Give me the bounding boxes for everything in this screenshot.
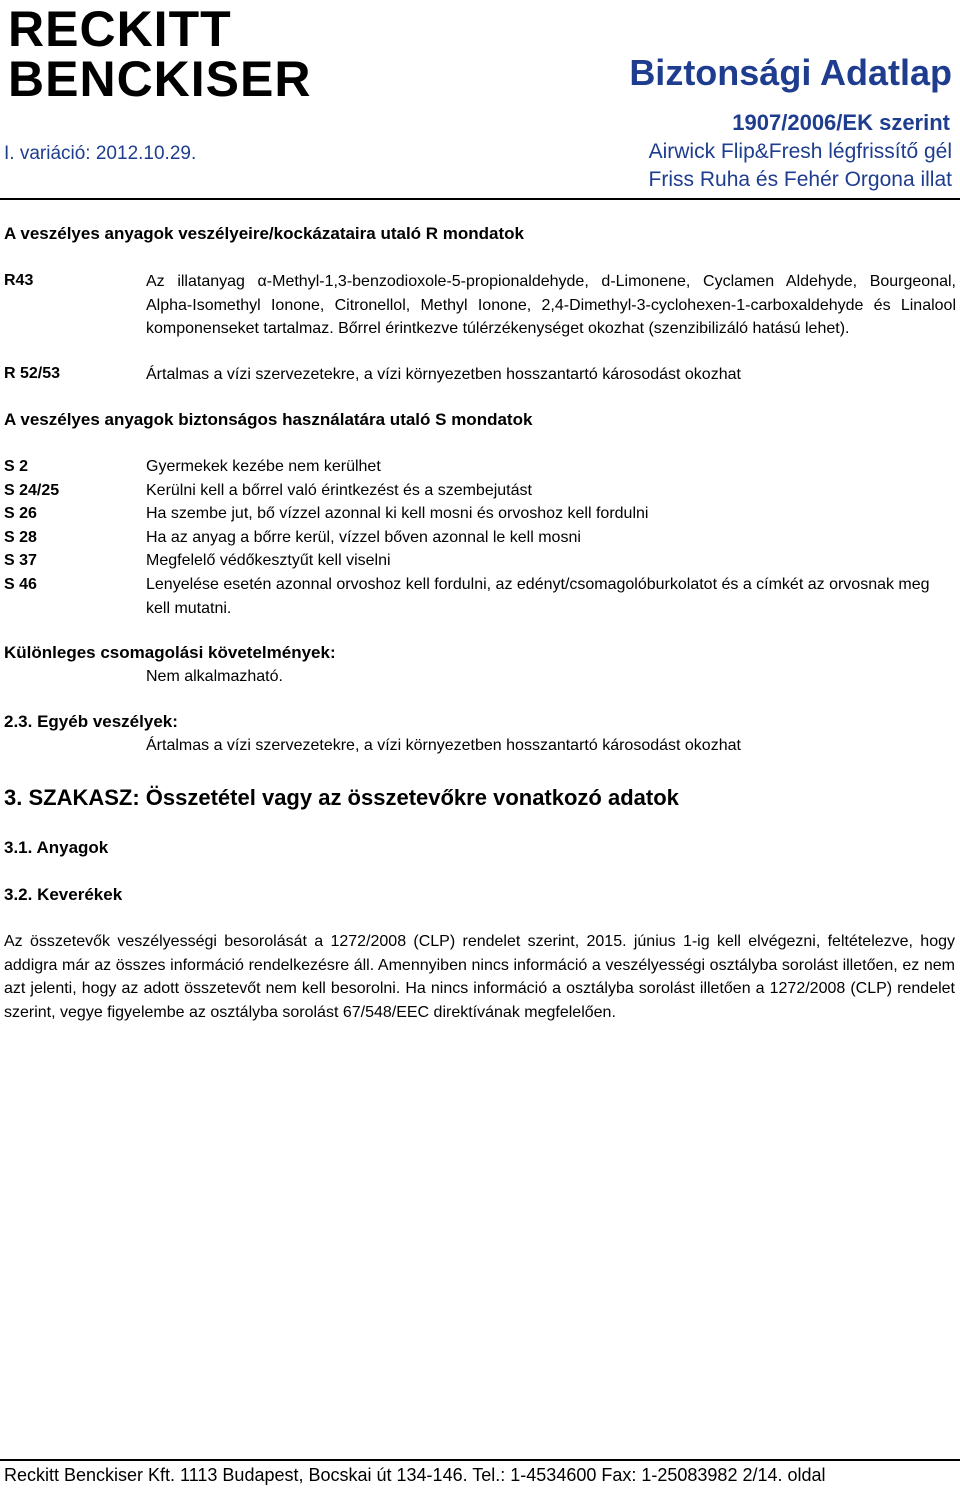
r-text: Az illatanyag α-Methyl-1,3-benzodioxole-5-propionaldehyde, d-Limonene, Cyclamen Aldehyde, Bourgeonal, Alpha-Isomethyl Ionone, Citronellol, Methyl Ionone, 2,4-Dimethyl-3-cyclohexen-1-carboxaldehyde és Linalool komponenseket tartalmaz. Bőrrel érintkezve túlérzékenységet okozhat (szenzibilizáló hatású lehet). (146, 273, 956, 337)
mixtures-heading: 3.2. Keverékek (4, 885, 123, 904)
section-3-title: 3. SZAKASZ: Összetétel vagy az összetevőkre vonatkozó adatok (4, 785, 679, 810)
r-code: R 52/53 (4, 365, 61, 382)
s-code: S 2 (4, 458, 29, 475)
header-divider (0, 198, 960, 200)
footer-divider (0, 1459, 960, 1461)
s-text: Ha szembe jut, bő vízzel azonnal ki kell mosni és orvoshoz kell fordulni (146, 505, 649, 522)
company-logo (8, 1, 312, 112)
s-phrases-heading: A veszélyes anyagok biztonságos használatára utaló S mondatok (4, 410, 533, 429)
packaging-heading: Különleges csomagolási követelmények: (4, 643, 336, 662)
s-text: Gyermekek kezébe nem kerülhet (146, 458, 381, 475)
product-name-line-1: Airwick Flip&Fresh légfrissítő gél (648, 140, 952, 163)
s-code: S 26 (4, 505, 37, 522)
version-date: I. variáció: 2012.10.29. (4, 143, 197, 164)
s-text: Kerülni kell a bőrrel való érintkezést és a szembejutást (146, 482, 532, 499)
s-text: Lenyelése esetén azonnal orvoshoz kell fordulni, az edényt/csomagolóburkolatot és a címkét az orvosnak meg kell mutatni. (146, 576, 930, 617)
r-text: Ártalmas a vízi szervezetekre, a vízi környezetben hosszantartó károsodást okozhat (146, 366, 741, 383)
logo-line-1: RECKITT (8, 1, 232, 57)
document-title: Biztonsági Adatlap (629, 52, 952, 93)
product-name-line-2: Friss Ruha és Fehér Orgona illat (648, 168, 952, 191)
page-footer: Reckitt Benckiser Kft. 1113 Budapest, Bocskai út 134-146. Tel.: 1-4534600 Fax: 1-25083982 2/14. oldal (4, 1465, 826, 1485)
other-hazards-value: Ártalmas a vízi szervezetekre, a vízi környezetben hosszantartó károsodást okozhat (146, 737, 741, 754)
s-code: S 37 (4, 552, 37, 569)
substances-heading: 3.1. Anyagok (4, 838, 109, 857)
s-text: Megfelelő védőkesztyűt kell viselni (146, 552, 391, 569)
s-code: S 46 (4, 576, 37, 593)
s-text: Ha az anyag a bőrre kerül, vízzel bőven azonnal le kell mosni (146, 529, 581, 546)
regulation-reference: 1907/2006/EK szerint (732, 110, 950, 135)
other-hazards-heading: 2.3. Egyéb veszélyek: (4, 712, 178, 731)
s-code: S 28 (4, 529, 37, 546)
mixtures-paragraph: Az összetevők veszélyességi besorolását a 1272/2008 (CLP) rendelet szerint, 2015. június 1-ig kell elvégezni, feltételezve, hogy addigra már az összes információ rendelkezésre áll. Amennyiben nincs információ a veszélyességi osztályba sorolást illetően, ez nem azt jelenti, hogy az adott összetevőt nem kell besorolni. Ha nincs információ a osztályba sorolást illetően a 1272/2008 (CLP) rendelet szerint, vegye figyelembe az osztályba sorolást 67/548/EEC direktívának megfelelően. (4, 933, 955, 1021)
packaging-value: Nem alkalmazható. (146, 668, 283, 685)
s-code: S 24/25 (4, 482, 60, 499)
r-phrases-heading: A veszélyes anyagok veszélyeire/kockázataira utaló R mondatok (4, 224, 525, 243)
r-code: R43 (4, 272, 34, 289)
logo-line-2: BENCKISER (8, 51, 312, 107)
